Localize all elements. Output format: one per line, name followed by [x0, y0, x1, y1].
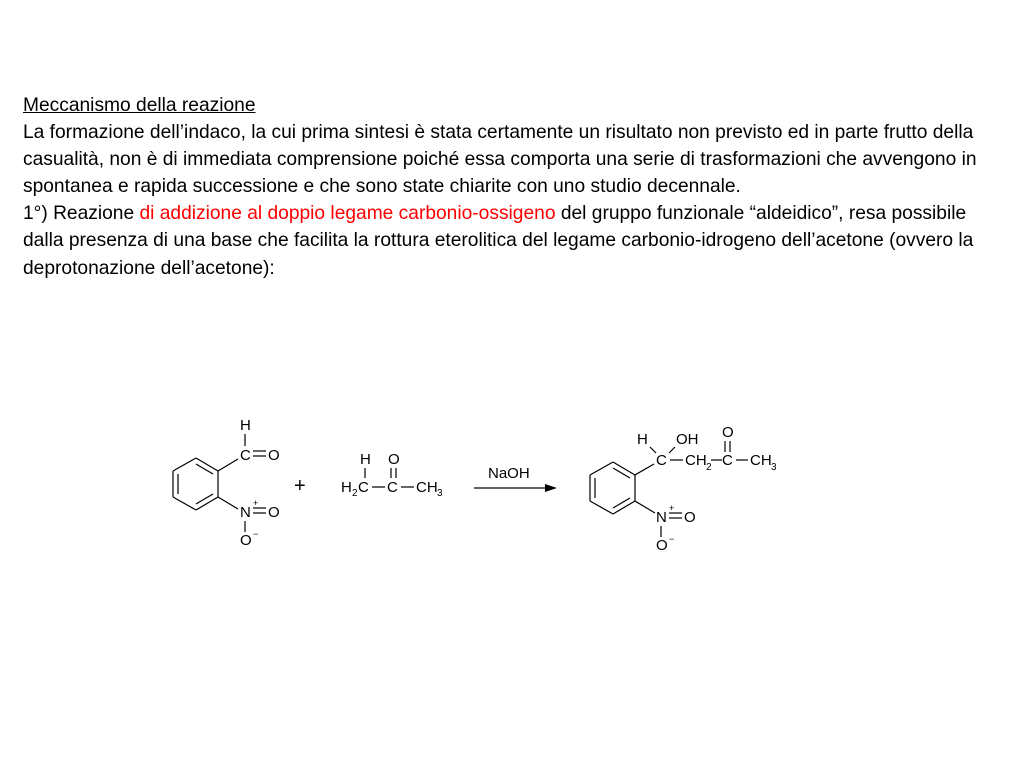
ring-to-aldehyde-bond — [218, 459, 238, 471]
ring-to-nitro-bond — [218, 497, 238, 509]
n-plus-charge: + — [669, 503, 675, 513]
reaction-scheme — [0, 400, 1024, 570]
product-nitro-n: N — [656, 509, 667, 526]
aldehyde-o: O — [268, 447, 280, 464]
ring-to-nitro-bond — [635, 501, 655, 513]
product-ch3: CH — [750, 452, 772, 469]
aldol-product-structure — [590, 424, 777, 554]
ring-bond — [196, 497, 218, 510]
step-highlight: di addizione al doppio legame carbonio-ossigeno — [139, 203, 556, 225]
ring-bond — [173, 458, 196, 471]
n-plus-charge: + — [253, 498, 259, 508]
nitro-o-minus: O — [240, 532, 252, 549]
ring-inner-bond — [196, 464, 213, 474]
step-paragraph — [23, 200, 998, 281]
acetone-ch2-c: C — [358, 479, 369, 496]
aldehyde-c: C — [240, 447, 251, 464]
aldehyde-h: H — [240, 417, 251, 434]
product-ch2-sub: 2 — [706, 462, 712, 473]
ring-inner-bond — [613, 498, 630, 508]
c-oh-bond — [669, 447, 675, 453]
acetone-ch3-sub: 3 — [437, 488, 443, 499]
ring-bond — [613, 501, 635, 514]
product-carbinol-c: C — [656, 452, 667, 469]
product-nitro-o-minus: O — [656, 537, 668, 554]
ring-bond — [196, 458, 218, 471]
product-ch2: CH — [685, 452, 707, 469]
slide-title: Meccanismo della reazione — [23, 95, 256, 116]
ring-bond — [613, 462, 635, 475]
acetone-carbonyl-c: C — [387, 479, 398, 496]
product-oh: OH — [676, 431, 699, 448]
ring-inner-bond — [196, 494, 213, 504]
ring-bond — [173, 497, 196, 510]
reaction-arrow — [474, 465, 557, 492]
acetone-o: O — [388, 451, 400, 468]
product-nitro-o: O — [684, 509, 696, 526]
acetone-h: H — [360, 451, 371, 468]
product-ch3-sub: 3 — [771, 462, 777, 473]
acetone-ch3: CH — [416, 479, 438, 496]
product-carbonyl-c: C — [722, 452, 733, 469]
nitro-n: N — [240, 504, 251, 521]
ring-inner-bond — [613, 468, 630, 478]
o-minus-charge: − — [253, 529, 259, 539]
product-h: H — [637, 431, 648, 448]
acetone-structure — [341, 451, 443, 499]
o-minus-charge: − — [669, 534, 675, 544]
ring-to-carbinol-bond — [635, 464, 654, 475]
ring-bond — [590, 462, 613, 475]
acetone-ch2-sub: 2 — [352, 488, 358, 499]
reagent-label: NaOH — [488, 465, 530, 482]
intro-paragraph: La formazione dell’indaco, la cui prima sintesi è stata certamente un risultato non previsto ed in parte frutto della casualità, non è di immediata comprensione poiché essa comporta una serie di trasformazioni che avvengono in spontanea e rapida successione e che sono state chiarite con uno studio decennale. — [23, 122, 977, 198]
product-carbonyl-o: O — [722, 424, 734, 441]
step-prefix: 1°) Reazione — [23, 203, 140, 225]
slide-text — [23, 92, 998, 282]
ring-bond — [590, 501, 613, 514]
arrowhead-icon — [545, 484, 557, 492]
acetone-ch2-h: H — [341, 479, 352, 496]
nitrobenzaldehyde-structure — [173, 417, 280, 549]
plus-sign: + — [294, 475, 306, 497]
step-rest: del gruppo funzionale “aldeidico”, resa possibile dalla presenza di una base che facilita la rottura eterolitica del legame carbonio-idrogeno dell’acetone (ovvero la deprotonazione dell’acetone): — [23, 203, 974, 279]
nitro-o: O — [268, 504, 280, 521]
